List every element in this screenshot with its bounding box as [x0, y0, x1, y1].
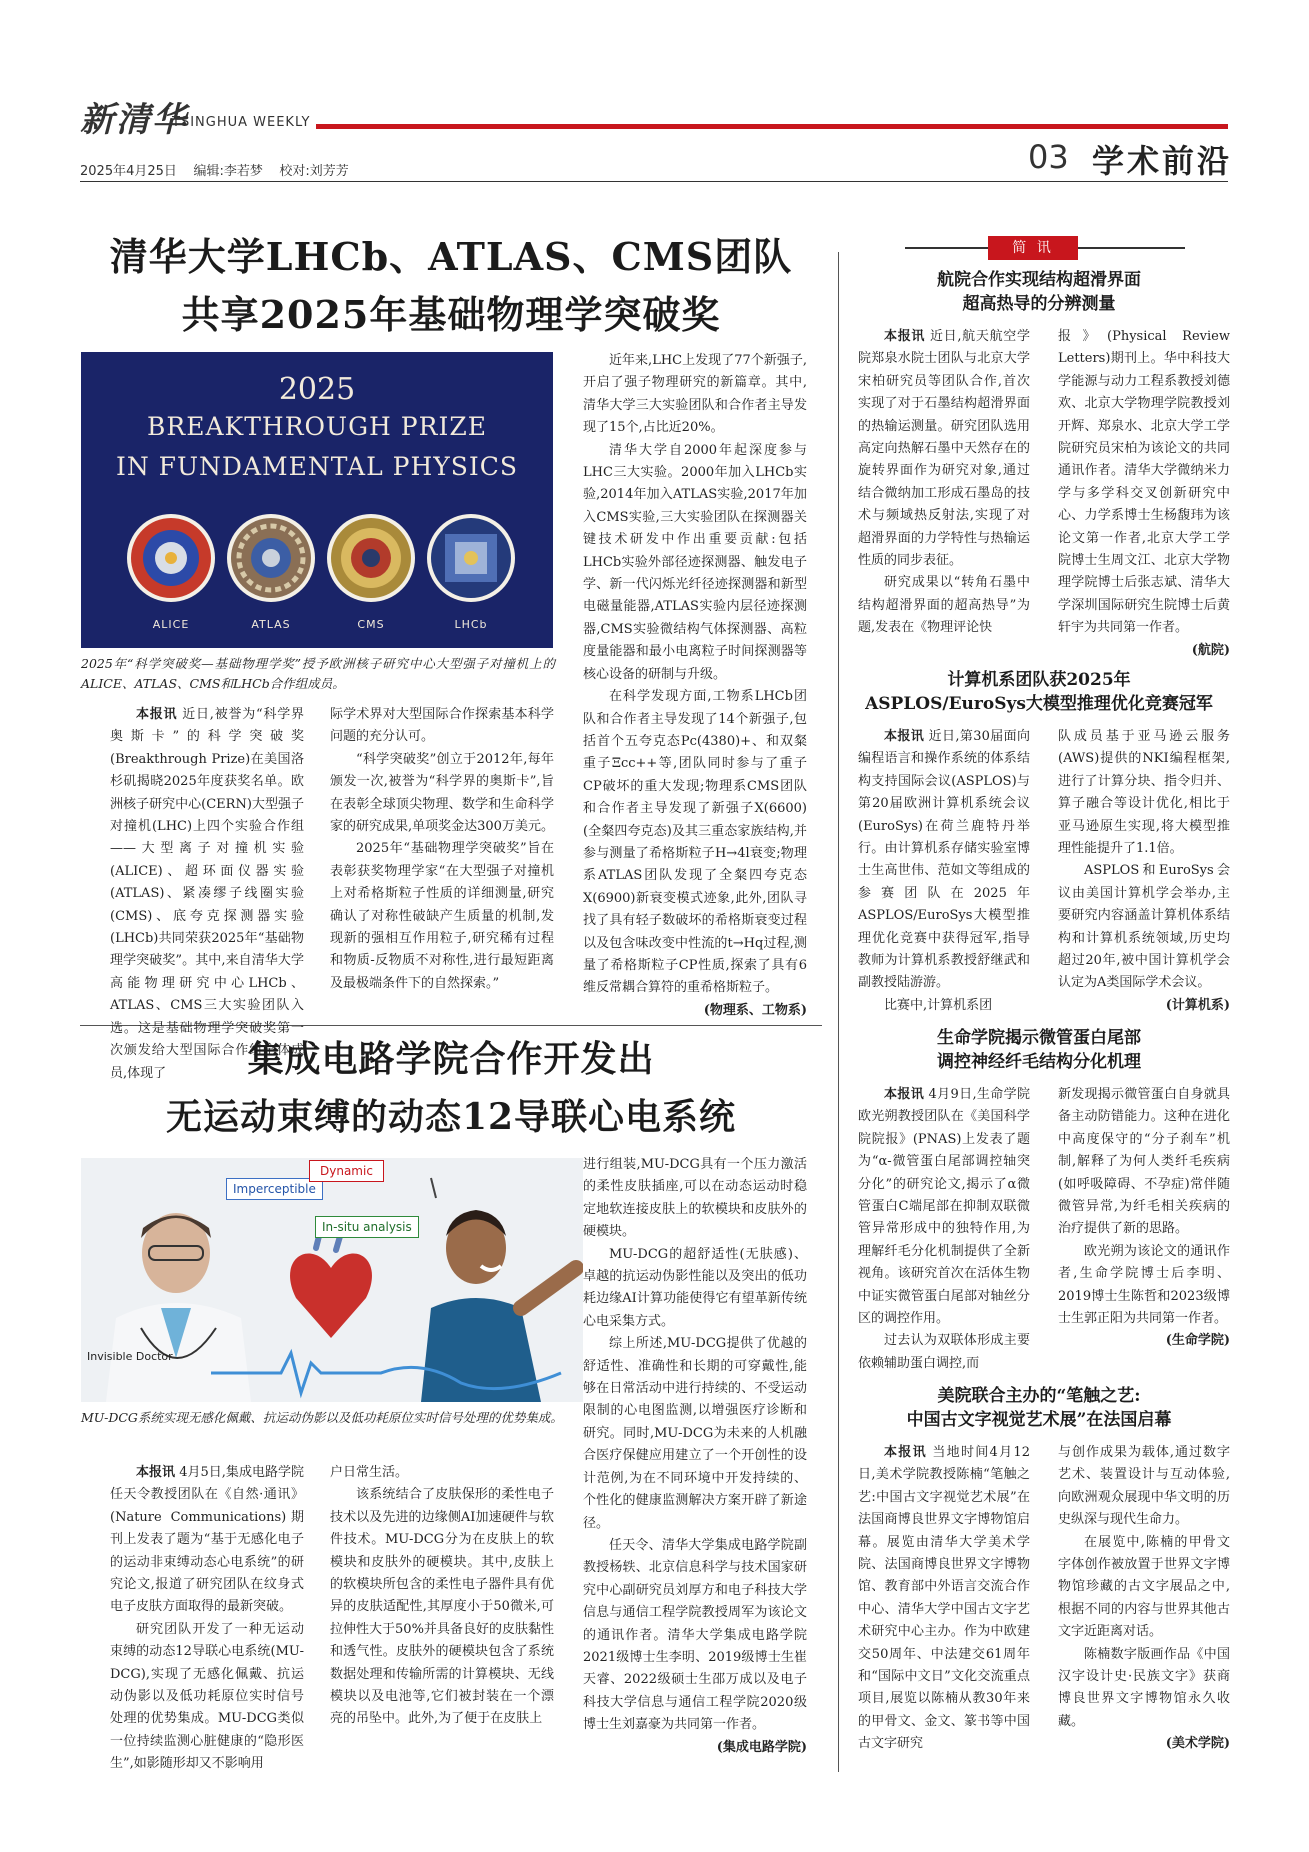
article1-col1-text: 近日,被誉为“科学界奥斯卡”的科学突破奖(Breakthrough Prize)在美国洛杉矶揭晓2025年度获奖名单。欧洲核子研究中心(CERN)大型强子对撞机(LHC)上四个实验合作组——大型离子对撞机实验(ALICE)、超环面仪器实验(ATLAS)、紧凑缪子线圈实验(CMS)、底夸克探测器实验(LHCb)共同荣获2025年“基础物理学突破奖”。其中,来自清华大学高能物理研究中心LHCb、ATLAS、CMS三大实验团队入选。这是基础物理学突破奖第一次颁发给大型国际合作组全体成员,体现了: [110, 707, 304, 1081]
detector-label: ATLAS: [251, 618, 291, 631]
masthead-logo: 新清华: [80, 100, 188, 140]
dateline: 本报讯: [884, 1445, 927, 1460]
proof-credit: 校对:刘芳芳: [279, 164, 349, 179]
article1-col1-para: [110, 704, 304, 1085]
page-number: 03: [1028, 138, 1069, 176]
article2-col3-para: MU-DCG的超舒适性(无肤感)、卓越的抗运动伪影性能以及突出的低功耗边缘AI计算功能使得它有望革新传统心电采集方式。: [583, 1246, 807, 1329]
article1-col3-para: 近年来,LHC上发现了77个新强子,开启了强子物理研究的新篇章。其中,清华大学三大实验团队和合作者主导发现了15个,占比近20%。: [583, 353, 807, 436]
detector-atlas: [225, 512, 317, 631]
brief1-para: 研究成果以“转角石墨中结构超滑界面的超高热导”为题,发表在《物理评论快: [858, 575, 1030, 636]
brief1-para: [858, 326, 1030, 572]
article1-col2-para: 际学术界对大型国际合作探索基本科学问题的充分认可。: [330, 707, 554, 745]
detector-label: CMS: [357, 618, 385, 631]
article1-column2: [330, 704, 554, 995]
brief3-para: 过去认为双联体形成主要依赖辅助蛋白调控,而: [858, 1333, 1030, 1371]
brief1-title-line1: 航院合作实现结构超滑界面: [937, 270, 1141, 290]
article2-column1: [110, 1462, 304, 1776]
breakthrough-prize-poster: [81, 352, 553, 648]
lhcb-detector-icon: [425, 512, 517, 604]
brief1-text: 近日,航天航空学院郑泉水院士团队与北京大学宋柏研究员等团队合作,首次实现了对于石墨结构超滑界面的热输运测量。研究团队选用高定向热解石墨中天然存在的旋转界面作为研究对象,通过结合微纳加工形成石墨岛的技术与频域热反射法,实现了对超滑界面的力学特性与热输运性质的同步表征。: [858, 329, 1030, 569]
brief2-title: [850, 668, 1228, 716]
detector-label: LHCb: [454, 618, 488, 631]
brief3-title: [850, 1026, 1228, 1074]
brief1-title-line2: 超高热导的分辨测量: [962, 294, 1116, 314]
brief4-para: 陈楠数字版画作品《中国汉字设计史·民族文字》获商博良世界文字博物馆永久收藏。: [1058, 1646, 1230, 1729]
article1-col2-para: “科学突破奖”创立于2012年,每年颁发一次,被誉为“科学界的奥斯卡”,旨在表彰全球顶尖物理、数学和生命科学家的研究成果,单项奖金达300万美元。: [330, 751, 554, 835]
article2-column2: [330, 1462, 554, 1731]
brief3-column1: [858, 1084, 1030, 1375]
dateline: 本报讯: [884, 1087, 925, 1102]
article1-col3-para: 在科学发现方面,工物系LHCb团队和合作者主导发现了14个新强子,包括首个五夸克态Pc(4380)+、和双粲重子Ξcc++等,团队同时参与了重子CP破坏的重大发现;物理系CMS团队和合作者主导发现了新强子X(6600)(全粲四夸克态)及其三重态家族结构,并参与测量了希格斯粒子H→4l衰变;物理系ATLAS团队发现了全粲四夸克态X(6900)新衰变模式迹象,此外,团队寻找了具有轻子数破坏的希格斯衰变过程以及包含味改变中性流的t→Hq过程,测量了希格斯粒子CP性质,探索了具有6维反常耦合算符的重希格斯粒子。: [583, 689, 807, 996]
mudcg-figure: [81, 1158, 583, 1402]
article2-headline: [80, 1030, 822, 1146]
brief3-title-line2: 调控神经纤毛结构分化机理: [937, 1052, 1141, 1072]
masthead-bottom-rule: [80, 181, 1228, 182]
figure-doctor-label: Invisible Doctor: [87, 1350, 173, 1363]
brief2-text: 近日,第30届面向编程语言和操作系统的体系结构支持国际会议(ASPLOS)与第20届欧洲计算机系统会议(EuroSys)在荷兰鹿特丹举行。由计算机系存储实验室博士生高世伟、范如文等组成的参赛团队在2025年ASPLOS/EuroSys大模型推理优化竞赛中获得冠军,指导教师为计算机系教授舒继武和副教授陆游游。: [858, 729, 1030, 991]
article2-col3-para: 进行组装,MU-DCG具有一个压力激活的柔性皮肤插座,可以在动态运动时稳定地软连接皮肤上的软模块和皮肤外的硬模块。: [583, 1157, 807, 1240]
section-title: 学术前沿: [1092, 142, 1233, 180]
article2-source: (集成电路学院): [716, 1739, 807, 1755]
article1-column1: [110, 704, 304, 1085]
article2-headline-line1: 集成电路学院合作开发出: [247, 1038, 655, 1080]
detector-lhcb: [425, 512, 517, 631]
sidebar-badge: 简 讯: [988, 236, 1078, 260]
brief2-source: (计算机系): [1165, 997, 1230, 1013]
dateline: 本报讯: [884, 729, 925, 744]
brief2-para: ASPLOS和EuroSys会议由美国计算机学会举办,主要研究内容涵盖计算机体系结构和计算机系统领域,历史均超过20年,被中国计算机学会认定为A类国际学术会议。: [1058, 863, 1230, 991]
brief1-title: [850, 268, 1228, 316]
figure-tag-insitu: In-situ analysis: [315, 1216, 419, 1238]
detector-label: ALICE: [152, 618, 190, 631]
brief2-para: 比赛中,计算机系团: [884, 997, 993, 1013]
masthead-info: [80, 160, 349, 179]
article2-headline-line2: 无运动束缚的动态12导联心电系统: [165, 1096, 737, 1138]
atlas-detector-icon: [225, 512, 317, 604]
brief1-source: (航院): [1191, 642, 1230, 658]
article1-headline: [80, 228, 822, 344]
alice-detector-icon: [125, 512, 217, 604]
brief4-para: [858, 1442, 1030, 1756]
issue-date: 2025年4月25日: [80, 164, 177, 179]
brief3-para: [858, 1084, 1030, 1330]
brief4-title-line1: 美院联合主办的“笔触之艺:: [937, 1386, 1141, 1406]
brief3-text: 4月9日,生命学院欧光朔教授团队在《美国科学院院报》(PNAS)上发表了题为“α-微管蛋白尾部调控轴突分化”的研究论文,揭示了α微管蛋白C端尾部在抑制双联微管异常形成中的独特作用,为理解纤毛分化机制提供了全新视角。该研究首次在活体生物中证实微管蛋白尾部对轴丝分区的调控作用。: [858, 1087, 1030, 1327]
article1-column3: [583, 350, 807, 1022]
masthead-red-rule: [316, 124, 1228, 129]
article2-col3-para: 任天令、清华大学集成电路学院副教授杨轶、北京信息科学与技术国家研究中心副研究员刘厚方和电子科技大学信息与通信工程学院教授周军为该论文的通讯作者。清华大学集成电路学院2021级博士生李明、2019级博士生崔天睿、2022级硕士生邵万成以及电子科技大学信息与通信工程学院2020级博士生刘嘉豪为共同第一作者。: [583, 1537, 807, 1733]
poster-year: 2025: [278, 372, 356, 407]
brief4-title-line2: 中国古文字视觉艺术展”在法国启幕: [906, 1410, 1172, 1430]
brief3-title-line1: 生命学院揭示微管蛋白尾部: [937, 1028, 1141, 1048]
brief3-para: 欧光朔为该论文的通讯作者,生命学院博士后李明、2019博士生陈哲和2023级博士生郭正阳为共同第一作者。: [1058, 1243, 1230, 1327]
brief2-title-line2: ASPLOS/EuroSys大模型推理优化竞赛冠军: [865, 694, 1213, 714]
figure-tag-imperceptible: Imperceptible: [226, 1178, 323, 1200]
dateline: 本报讯: [136, 1465, 176, 1480]
article2-col2-para: 户日常生活。: [330, 1465, 409, 1480]
article1-col3-para: 清华大学自2000年起深度参与LHC三大实验。2000年加入LHCb实验,2014年加入ATLAS实验,2017年加入CMS实验,三大实验团队在探测器关键技术研发中作出重要贡献:包括LHCb实验外部径迹探测器、触发电子学、新一代闪烁光纤径迹探测器和新型电磁量能器,ATLAS实验内层径迹探测器,CMS实验微结构气体探测器、高粒度量能器和最小电离粒子时间探测器等核心设备的研制与升级。: [583, 442, 807, 682]
article2-column3: [583, 1154, 807, 1759]
article1-col2-para: 2025年“基础物理学突破奖”旨在表彰获奖物理学家“在大型强子对撞机上对希格斯粒子性质的详细测量,研究确认了对称性破缺产生质量的机制,发现新的强相互作用粒子,研究稀有过程和物质-反物质不对称性,进行最短距离及最极端条件下的自然探索。”: [330, 841, 554, 991]
cms-detector-icon: [325, 512, 417, 604]
article2-caption: MU-DCG系统实现无感化佩戴、抗运动伪影以及低功耗原位实时信号处理的优势集成。: [81, 1410, 563, 1425]
article1-source: (物理系、工物系): [703, 1002, 807, 1018]
detector-cms: [325, 512, 417, 631]
brief3-column2: [1058, 1084, 1230, 1353]
poster-line2: IN FUNDAMENTAL PHYSICS: [115, 452, 519, 481]
article2-col1-para: [110, 1462, 304, 1619]
brief4-para: 与创作成果为载体,通过数字艺术、装置设计与互动体验,向欧洲观众展现中华文明的历史纵深与现代生命力。: [1058, 1445, 1230, 1528]
article2-col1-text: 4月5日,集成电路学院任天令教授团队在《自然·通讯》(Nature Communications)期刊上发表了题为“基于无感化电子的运动非束缚动态心电系统”的研究论文,报道了研究团队在纹身式电子皮肤方面取得的最新突破。: [110, 1465, 304, 1615]
masthead-name: TSINGHUA WEEKLY: [172, 115, 311, 130]
brief2-column2: [1058, 726, 1230, 1017]
brief2-para: 队成员基于亚马逊云服务(AWS)提供的NKI编程框架,进行了计算分块、指令归并、算子融合等设计优化,相比于亚马逊原生实现,将大模型推理性能提升了1.1倍。: [1058, 729, 1230, 857]
article1-caption: 2025年“科学突破奖—基础物理学奖”授予欧洲核子研究中心大型强子对撞机上的ALICE、ATLAS、CMS和LHCb合作组成员。: [81, 656, 555, 691]
brief2-column1: [858, 726, 1030, 1017]
article2-col1-para: 研究团队开发了一种无运动束缚的动态12导联心电系统(MU-DCG),实现了无感化佩戴、抗运动伪影以及低功耗原位实时信号处理的优势集成。MU-DCG类似一位持续监测心脏健康的“隐形医生”,如影随形却又不影响用: [110, 1621, 304, 1772]
figure-tag-dynamic: Dynamic: [309, 1160, 384, 1182]
brief4-column1: [858, 1442, 1030, 1756]
brief1-column2: [1058, 326, 1230, 662]
article2-col3-para: 综上所述,MU-DCG提供了优越的舒适性、准确性和长期的可穿戴性,能够在日常活动中进行持续的、不受运动限制的心电图监测,以增强医疗诊断和研究。同时,MU-DCG为未来的人机融合医疗保健应用建立了一个开创性的设计范例,为在不同环境中开发持续的、个性化的健康监测解决方案开辟了新途径。: [583, 1336, 807, 1531]
article2-col2-para: 该系统结合了皮肤保形的柔性电子技术以及先进的边缘侧AI加速硬件与软件技术。MU-DCG分为在皮肤上的软模块和皮肤外的硬模块。其中,皮肤上的软模块所包含的柔性电子器件具有优异的皮肤适配性,其厚度小于50微米,可拉伸性大于50%并具备良好的皮肤黏性和透气性。皮肤外的硬模块包含了系统数据处理和传输所需的计算模块、无线模块以及电池等,它们被封装在一个漂亮的吊坠中。此外,为了便于在皮肤上: [330, 1487, 554, 1727]
brief3-source: (生命学院): [1165, 1333, 1230, 1349]
poster-line1: BREAKTHROUGH PRIZE: [147, 412, 487, 441]
brief4-para: 在展览中,陈楠的甲骨文字体创作被放置于世界文字博物馆珍藏的古文字展品之中,根据不同的内容与世界其他古文字近距离对话。: [1058, 1534, 1230, 1640]
dateline: 本报讯: [884, 329, 926, 344]
brief3-para: 新发现揭示微管蛋白自身就具备主动防错能力。这种在进化中高度保守的“分子刹车”机制,解释了为何人类纤毛疾病(如呼吸障碍、不孕症)常伴随微管异常,为纤毛相关疾病的治疗提供了新的思路。: [1058, 1087, 1230, 1237]
brief4-column2: [1058, 1442, 1230, 1756]
brief1-para: 报》(Physical Review Letters)期刊上。华中科技大学能源与动力工程系教授刘德欢、北京大学物理学院教授刘开辉、郑泉水、北京大学工学院研究员宋柏为该论文的共同通讯作者。清华大学微纳米力学与多学科交叉创新研究中心、力学系博士生杨馥玮为该论文第一作者,北京大学工学院博士生周文江、北京大学物理学院博士后张志斌、清华大学深圳国际研究生院博士后黄轩宇为共同第一作者。: [1058, 329, 1230, 636]
editor-credit: 编辑:李若梦: [193, 164, 263, 179]
brief1-column1: [858, 326, 1030, 640]
brief4-title: [850, 1384, 1228, 1432]
brief2-para: [858, 726, 1030, 995]
sidebar-divider: [838, 252, 839, 1772]
mudcg-illustration: [81, 1158, 583, 1402]
detector-alice: [125, 512, 217, 631]
article1-headline-line1: 清华大学LHCb、ATLAS、CMS团队: [109, 234, 793, 279]
dateline: 本报讯: [136, 707, 178, 722]
brief4-text: 当地时间4月12日,美术学院教授陈楠“笔触之艺:中国古文字视觉艺术展”在法国商博良世界文字博物馆启幕。展览由清华大学美术学院、法国商博良世界文字博物馆、教育部中外语言交流合作中心、清华大学中国古文字艺术研究中心主办。作为中欧建交50周年、中法建交61周年和“国际中文日”文化交流重点项目,展览以陈楠从教30年来的甲骨文、金文、篆书等中国古文字研究: [858, 1445, 1030, 1752]
article1-headline-line2: 共享2025年基础物理学突破奖: [181, 292, 721, 337]
brief4-source: (美术学院): [1165, 1736, 1230, 1752]
brief2-title-line1: 计算机系团队获2025年: [947, 670, 1131, 690]
